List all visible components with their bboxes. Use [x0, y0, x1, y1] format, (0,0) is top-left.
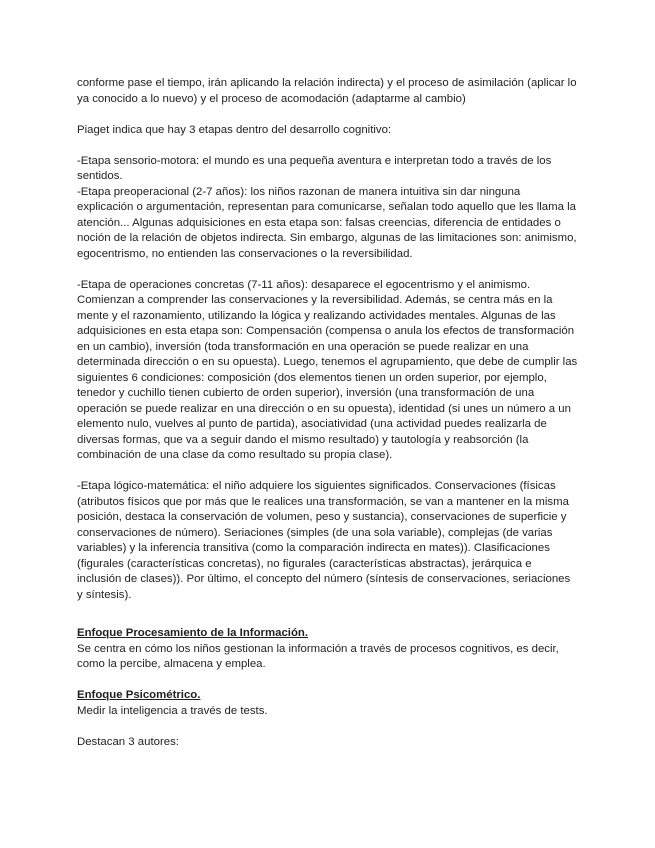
- paragraph-intro: conforme pase el tiempo, irán aplicando la relación indirecta) y el proceso de asimilación (aplicar lo ya conocido a lo nuevo) y el proceso de acomodación (adaptarme al cambio): [77, 77, 577, 105]
- paragraph-preoperational-stage: -Etapa preoperacional (2-7 años): los niños razonan de manera intuitiva sin dar ninguna explicación o argumentación, representan para comunicarse, señalan todo aquello que les llama la atención... Algunas adquisiciones en esta etapa son: falsas creencias, diferencia de entidades o noción de la relación de objetos indirecta. Sin embargo, algunas de las limitaciones son: animismo, egocentrismo, no entienden las conservaciones o la reversibilidad.: [77, 185, 577, 260]
- paragraph-psychometric: Medir la inteligencia a través de tests.: [77, 704, 268, 717]
- paragraph-piaget-stages: Piaget indica que hay 3 etapas dentro del desarrollo cognitivo:: [77, 123, 392, 136]
- paragraph-logical-math-stage: -Etapa lógico-matemática: el niño adquiere los siguientes significados. Conservaciones (físicas (atributos físicos que por más que le realices una transformación, se van a mantener en la misma posición, destaca la conservación de volumen, peso y sustancia), conservaciones de superficie y conservaciones de número). Seriaciones (simples (de una sola variable), complejas (de varias variables) y la inferencia transitiva (como la comparación indirecta en mates)). Clasificaciones (figurales (características concretas), no figurales (características abstractas), jerárquica e inclusión de clases)). Por último, el concepto del número (síntesis de conservaciones, seriaciones y síntesis).: [77, 480, 571, 601]
- paragraph-authors: Destacan 3 autores:: [77, 735, 179, 748]
- heading-psychometric: Enfoque Psicométrico.: [77, 689, 201, 701]
- spacer: [77, 603, 579, 626]
- paragraph-concrete-operations-stage: -Etapa de operaciones concretas (7-11 años): desaparece el egocentrismo y el animismo. Comienzan a comprender las conservaciones y la reversibilidad. Además, se centra más en la mente y el razonamiento, utilizando la lógica y realizando actividades mentales. Algunas de las adquisiciones en esta etapa son: Compensación (compensa o anula los efectos de transformación en un cambio), inversión (toda transformación en una operación se puede realizar en una determinada dirección o en su opuesta). Luego, tenemos el agrupamiento, que debe de cumplir las siguientes 6 condiciones: composición (dos elementos tienen un orden superior, por ejemplo, tenedor y cuchillo tienen cubierto de orden superior), inversión (una transformación de una operación se puede realizar en una dirección o en su opuesta), identidad (si unes un número a un elemento nulo, vuelves al punto de partida), asociatividad (una actividad puedes realizarla de diversas formas, que va a seguir dando el mismo resultado) y tautología y reabsorción (la combinación de una clase da como resultado su propia clase).: [77, 278, 578, 461]
- document-body: [77, 76, 579, 750]
- paragraph-sensorimotor-stage: -Etapa sensorio-motora: el mundo es una pequeña aventura e interpretan todo a través de los sentidos.: [77, 154, 552, 182]
- paragraph-information-processing: Se centra en cómo los niños gestionan la información a través de procesos cognitivos, es decir, como la percibe, almacena y emplea.: [77, 642, 559, 670]
- heading-information-processing: Enfoque Procesamiento de la Información.: [77, 627, 309, 639]
